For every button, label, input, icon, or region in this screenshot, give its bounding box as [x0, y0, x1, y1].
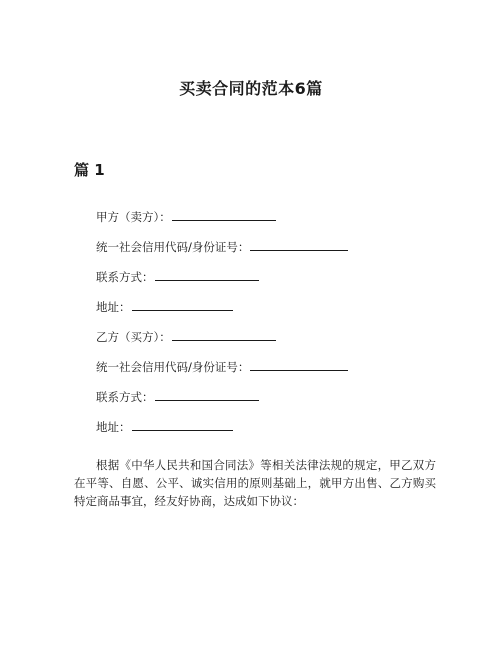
- seller-contact-field: [96, 268, 436, 298]
- fill-in-blank: [132, 298, 233, 311]
- field-label: 统一社会信用代码/身份证号：: [96, 240, 250, 254]
- fill-in-blank: [132, 418, 233, 431]
- agreement-preamble-paragraph: 根据《中华人民共和国合同法》等相关法律法规的规定，甲乙双方在平等、自愿、公平、诚实信用的原则基础上，就甲方出售、乙方购买特定商品事宜，经友好协商，达成如下协议：: [74, 458, 436, 508]
- seller-address-field: [96, 298, 436, 328]
- document-title: 买卖合同的范本6篇: [179, 79, 323, 98]
- fill-in-blank: [172, 328, 276, 341]
- buyer-credit-code-field: [96, 358, 436, 388]
- buyer-contact-field: [96, 388, 436, 418]
- field-label: 地址：: [96, 300, 131, 314]
- fill-in-blank: [172, 208, 276, 221]
- buyer-name-field: [96, 328, 436, 358]
- fill-in-blank: [250, 238, 348, 251]
- fill-in-blank: [250, 358, 348, 371]
- fill-in-blank: [155, 268, 259, 281]
- party-fields: [96, 208, 436, 448]
- field-label: 统一社会信用代码/身份证号：: [96, 360, 250, 374]
- seller-name-field: [96, 208, 436, 238]
- seller-credit-code-field: [96, 238, 436, 268]
- field-label: 联系方式：: [96, 270, 154, 284]
- field-label: 乙方（买方）：: [96, 330, 171, 344]
- field-label: 地址：: [96, 420, 131, 434]
- field-label: 联系方式：: [96, 390, 154, 404]
- fill-in-blank: [155, 388, 259, 401]
- buyer-address-field: [96, 418, 436, 448]
- section-heading: 篇 1: [74, 161, 105, 179]
- field-label: 甲方（卖方）：: [96, 210, 171, 224]
